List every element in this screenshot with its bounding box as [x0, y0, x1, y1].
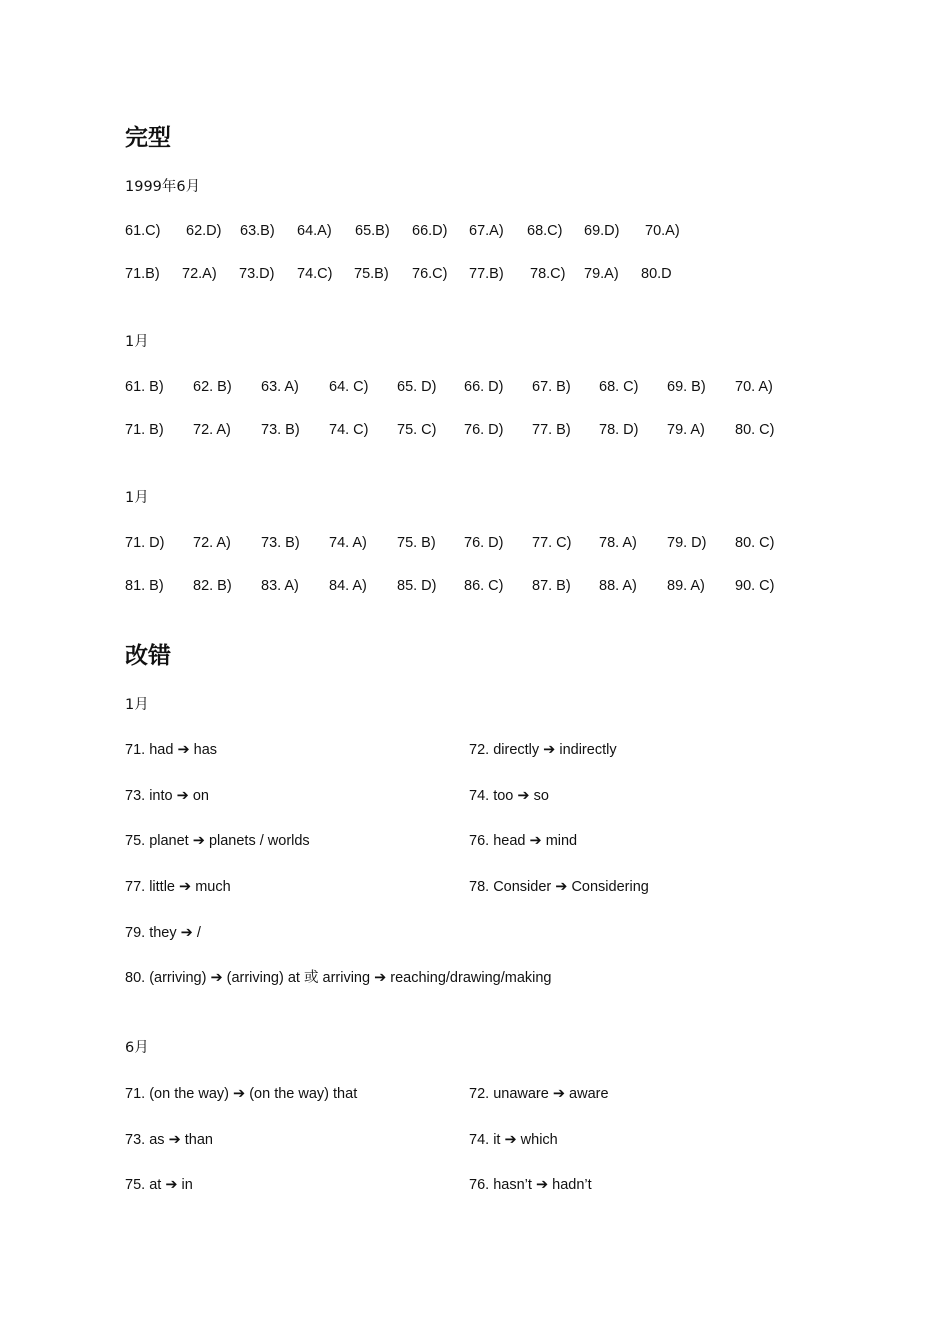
arrow-right-icon: ➔	[233, 1086, 246, 1102]
original-word: as	[149, 1132, 165, 1148]
answer-item: 84. A)	[329, 578, 367, 594]
answer-item: 73.D)	[239, 266, 275, 282]
arrow-right-icon: ➔	[165, 1177, 178, 1193]
arrow-right-icon: ➔	[374, 970, 387, 986]
item-number: 75.	[125, 833, 146, 849]
answer-item: 75. B)	[397, 535, 436, 551]
answer-item: 80. C)	[735, 535, 775, 551]
item-number: 74.	[469, 1132, 490, 1148]
item-number: 71.	[125, 742, 146, 758]
answer-item: 66.D)	[412, 223, 448, 239]
answer-item: 62. B)	[193, 379, 232, 395]
correction-item	[469, 832, 577, 850]
correction-item	[469, 1085, 609, 1103]
item-number: 78.	[469, 879, 490, 895]
arrow-right-icon: ➔	[517, 788, 530, 804]
answer-item: 61.C)	[125, 223, 161, 239]
arrow-right-icon: ➔	[529, 833, 542, 849]
original-word: (on the way)	[149, 1086, 229, 1102]
item-number: 73.	[125, 1132, 146, 1148]
answer-item: 79. A)	[667, 422, 705, 438]
item-number: 71.	[125, 1086, 146, 1102]
answer-item: 79.A)	[584, 266, 619, 282]
correction-item	[125, 787, 209, 805]
answer-item: 62.D)	[186, 223, 222, 239]
arrow-right-icon: ➔	[179, 879, 192, 895]
correction-item-long	[125, 969, 551, 987]
correction-item	[125, 1176, 193, 1194]
answer-item: 70. A)	[735, 379, 773, 395]
original-word: they	[149, 925, 177, 941]
answer-item: 61. B)	[125, 379, 164, 395]
arrow-right-icon: ➔	[168, 1132, 181, 1148]
correction-item	[125, 924, 201, 942]
item-number: 74.	[469, 788, 490, 804]
answer-item: 76. D)	[464, 535, 504, 551]
answer-item: 69.D)	[584, 223, 620, 239]
corrected-word: /	[196, 925, 201, 941]
answer-item: 82. B)	[193, 578, 232, 594]
answer-item: 68.C)	[527, 223, 563, 239]
answer-item: 69. B)	[667, 379, 706, 395]
corrected-word: indirectly	[559, 742, 617, 758]
correction-item	[469, 1131, 558, 1149]
answer-item: 75.B)	[354, 266, 389, 282]
original-word: head	[493, 833, 526, 849]
answer-item: 77. C)	[532, 535, 572, 551]
item-number: 80.	[125, 970, 146, 986]
answer-item: 80.D	[641, 266, 672, 282]
corrected-word: planets / worlds	[208, 833, 310, 849]
answer-item: 80. C)	[735, 422, 775, 438]
answer-item: 67.A)	[469, 223, 504, 239]
arrow-right-icon: ➔	[504, 1132, 517, 1148]
correction-item	[469, 878, 649, 896]
answer-item: 68. C)	[599, 379, 639, 395]
corrected-word: which	[520, 1132, 558, 1148]
arrow-right-icon: ➔	[176, 788, 189, 804]
answer-item: 83. A)	[261, 578, 299, 594]
arrow-right-icon: ➔	[210, 970, 223, 986]
answer-item: 89. A)	[667, 578, 705, 594]
answer-item: 71.B)	[125, 266, 160, 282]
correction-group-label: 6月	[125, 1040, 149, 1056]
cloze-group-label: 1月	[125, 490, 149, 506]
error-correction-heading: 改错	[125, 643, 171, 669]
answer-item: 76.C)	[412, 266, 448, 282]
correction-item	[125, 878, 231, 896]
arrow-right-icon: ➔	[535, 1177, 549, 1193]
item-number: 79.	[125, 925, 146, 941]
original-word: arriving	[322, 970, 371, 986]
arrow-right-icon: ➔	[552, 1086, 566, 1102]
correction-item	[469, 1176, 592, 1194]
arrow-right-icon: ➔	[180, 925, 193, 941]
corrected-word: Considering	[571, 879, 649, 895]
arrow-right-icon: ➔	[192, 833, 205, 849]
answer-item: 79. D)	[667, 535, 707, 551]
answer-item: 66. D)	[464, 379, 504, 395]
answer-item: 74. C)	[329, 422, 369, 438]
answer-item: 74. A)	[329, 535, 367, 551]
answer-item: 73. B)	[261, 535, 300, 551]
corrected-word: so	[533, 788, 549, 804]
answer-item: 72.A)	[182, 266, 217, 282]
answer-item: 70.A)	[645, 223, 680, 239]
correction-item	[125, 1131, 213, 1149]
corrected-word: mind	[545, 833, 578, 849]
answer-item: 81. B)	[125, 578, 164, 594]
corrected-word: than	[184, 1132, 213, 1148]
item-number: 76.	[469, 1177, 490, 1193]
answer-item: 76. D)	[464, 422, 504, 438]
original-word: had	[149, 742, 174, 758]
original-word: planet	[149, 833, 189, 849]
arrow-right-icon: ➔	[177, 742, 190, 758]
or-label: 或	[303, 970, 319, 986]
original-word: directly	[493, 742, 540, 758]
answer-item: 71. B)	[125, 422, 164, 438]
answer-item: 64.A)	[297, 223, 332, 239]
answer-item: 72. A)	[193, 535, 231, 551]
original-word: at	[149, 1177, 162, 1193]
original-word: unaware	[493, 1086, 549, 1102]
item-number: 72.	[469, 1086, 490, 1102]
corrected-word: in	[181, 1177, 193, 1193]
answer-item: 64. C)	[329, 379, 369, 395]
corrected-word: (on the way) that	[249, 1086, 358, 1102]
answer-item: 78. D)	[599, 422, 639, 438]
arrow-right-icon: ➔	[555, 879, 568, 895]
item-number: 72.	[469, 742, 490, 758]
answer-item: 73. B)	[261, 422, 300, 438]
original-word: Consider	[493, 879, 552, 895]
answer-item: 72. A)	[193, 422, 231, 438]
corrected-word: has	[193, 742, 218, 758]
answer-item: 78. A)	[599, 535, 637, 551]
answer-item: 85. D)	[397, 578, 437, 594]
answer-item: 86. C)	[464, 578, 504, 594]
cloze-heading: 完型	[125, 125, 171, 151]
answer-item: 88. A)	[599, 578, 637, 594]
answer-item: 90. C)	[735, 578, 775, 594]
answer-item: 65.B)	[355, 223, 390, 239]
correction-item	[469, 741, 617, 759]
original-word: (arriving)	[149, 970, 207, 986]
cloze-group-label: 1999年6月	[125, 179, 201, 195]
original-word: hasn’t	[493, 1177, 532, 1193]
answer-item: 63.B)	[240, 223, 275, 239]
item-number: 77.	[125, 879, 146, 895]
answer-item: 78.C)	[530, 266, 566, 282]
item-number: 75.	[125, 1177, 146, 1193]
answer-item: 63. A)	[261, 379, 299, 395]
corrected-word: on	[192, 788, 209, 804]
arrow-right-icon: ➔	[543, 742, 556, 758]
corrected-word: aware	[569, 1086, 609, 1102]
corrected-word: (arriving) at	[226, 970, 300, 986]
original-word: it	[493, 1132, 501, 1148]
correction-item	[469, 787, 549, 805]
cloze-group-label: 1月	[125, 334, 149, 350]
item-number: 76.	[469, 833, 490, 849]
correction-item	[125, 832, 310, 850]
correction-group-label: 1月	[125, 697, 149, 713]
answer-item: 67. B)	[532, 379, 571, 395]
original-word: into	[149, 788, 173, 804]
answer-item: 65. D)	[397, 379, 437, 395]
answer-item: 71. D)	[125, 535, 165, 551]
correction-item	[125, 1085, 357, 1103]
answer-item: 87. B)	[532, 578, 571, 594]
answer-item: 74.C)	[297, 266, 333, 282]
original-word: too	[493, 788, 514, 804]
answer-item: 77.B)	[469, 266, 504, 282]
corrected-word: much	[195, 879, 231, 895]
corrected-word: reaching/drawing/making	[390, 970, 552, 986]
answer-item: 75. C)	[397, 422, 437, 438]
original-word: little	[149, 879, 175, 895]
correction-item	[125, 741, 217, 759]
item-number: 73.	[125, 788, 146, 804]
corrected-word: hadn’t	[552, 1177, 592, 1193]
answer-item: 77. B)	[532, 422, 571, 438]
